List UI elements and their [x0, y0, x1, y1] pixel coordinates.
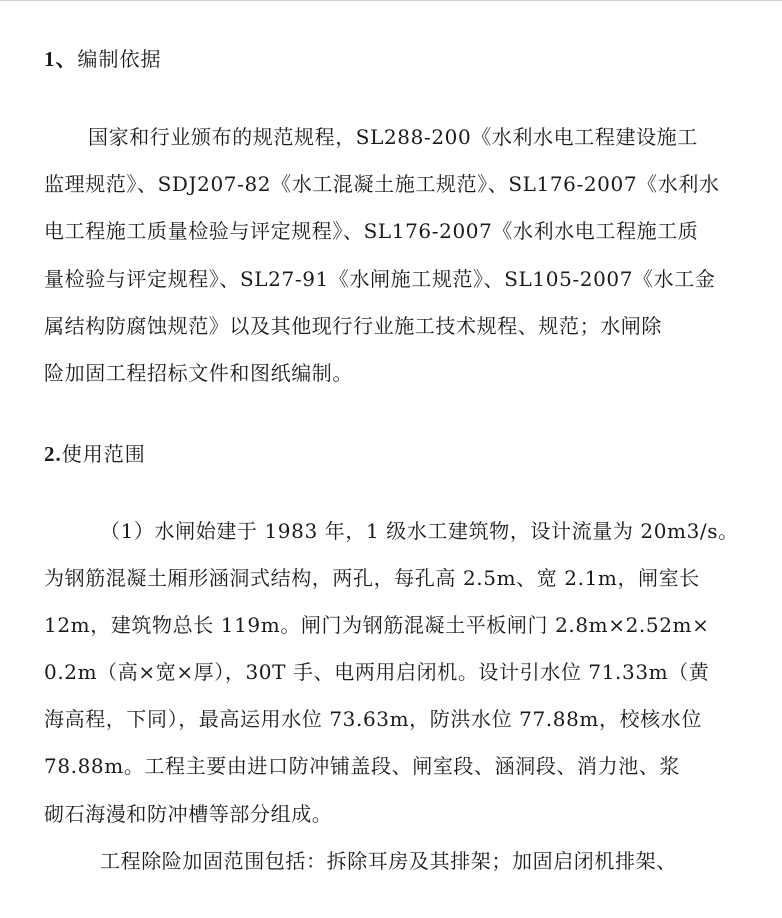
- paragraph-line: 电工程施工质量检验与评定规程》、SL176-2007《水利水电工程施工质: [44, 219, 699, 243]
- paragraph-line: 工程除险加固范围包括：拆除耳房及其排架；加固启闭机排架、: [100, 849, 677, 873]
- paragraph-line: 监理规范》、SDJ207-82《水工混凝土施工规范》、SL176-2007《水利水: [44, 172, 720, 196]
- paragraph-line: 0.2m（高×宽×厚），30T 手、电两用启闭机。设计引水位 71.33m（黄: [44, 660, 710, 684]
- paragraph-line: 为钢筋混凝土厢形涵洞式结构，两孔，每孔高 2.5m、宽 2.1m，闸室长: [44, 566, 700, 590]
- paragraph-line: （1）水闸始建于 1983 年，1 级水工建筑物，设计流量为 20m3/s。: [100, 519, 739, 543]
- paragraph-line: 量检验与评定规程》、SL27-91《水闸施工规范》、SL105-2007《水工金: [44, 267, 716, 291]
- section-2-title: 使用范围: [61, 442, 146, 466]
- section-2-number: 2.: [44, 442, 62, 466]
- paragraph-line: 12m，建筑物总长 119m。闸门为钢筋混凝土平板闸门 2.8m×2.52m×: [44, 613, 710, 637]
- page-top-border: [0, 0, 782, 1]
- paragraph-line: 海高程，下同），最高运用水位 73.63m，防洪水位 77.88m，校核水位: [44, 707, 702, 731]
- section-1-heading: [44, 45, 162, 73]
- paragraph-line: 属结构防腐蚀规范》以及其他现行行业施工技术规程、规范；水闸除: [44, 314, 662, 338]
- section-1-number: 1、: [44, 47, 78, 71]
- paragraph-line: 险加固工程招标文件和图纸编制。: [44, 361, 353, 385]
- paragraph-line: 78.88m。工程主要由进口防冲铺盖段、闸室段、涵洞段、消力池、浆: [44, 754, 681, 778]
- paragraph-line: 砌石海漫和防冲槽等部分组成。: [44, 802, 333, 826]
- section-2-heading: [44, 440, 146, 468]
- paragraph-line: 国家和行业颁布的规范规程，SL288-200《水利水电工程建设施工: [88, 125, 698, 149]
- section-1-title: 编制依据: [77, 47, 162, 71]
